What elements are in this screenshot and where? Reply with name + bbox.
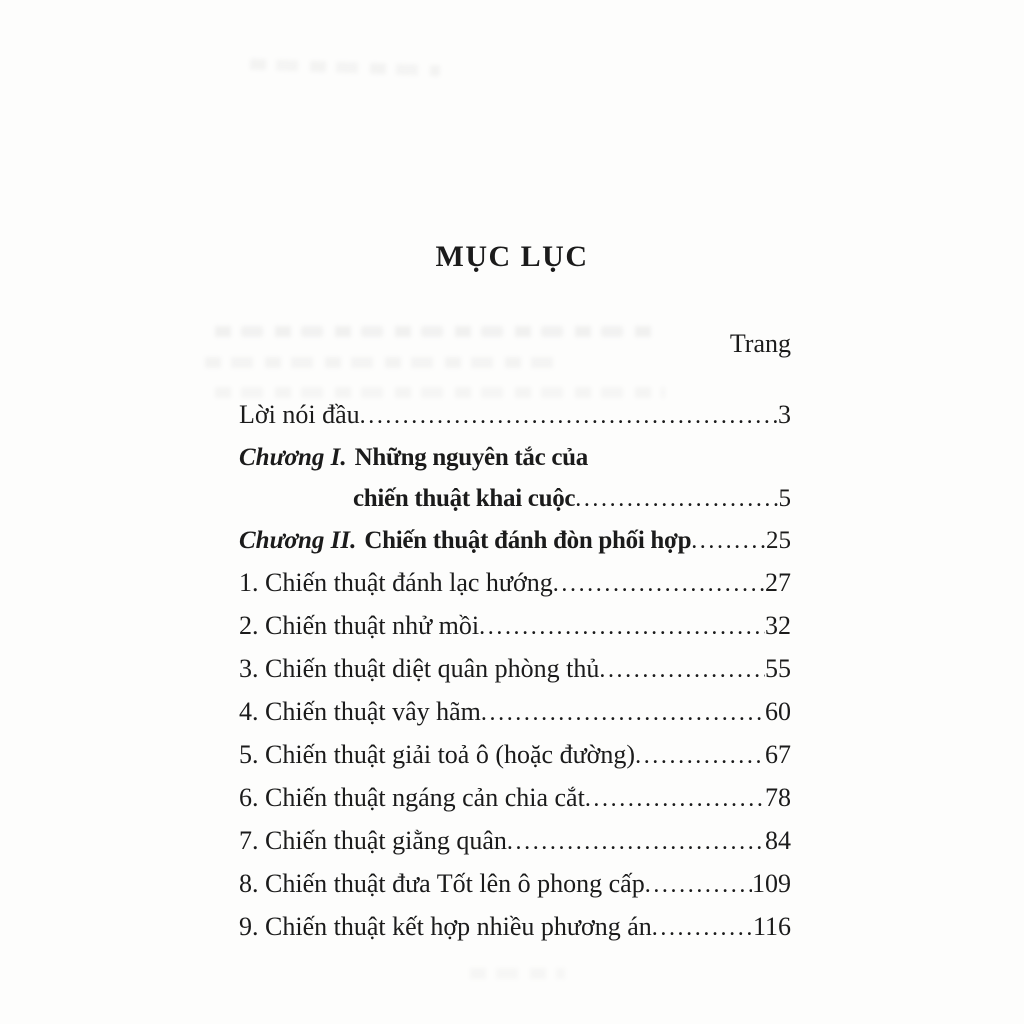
entry-page-number: 27 bbox=[765, 568, 791, 597]
dot-leader bbox=[360, 394, 778, 437]
entry-page-number: 116 bbox=[752, 912, 791, 941]
chapter-title: Chiến thuật đánh đòn phối hợp bbox=[364, 527, 692, 554]
toc-entry-chapter-1-line-2 bbox=[239, 478, 791, 520]
page-column-header: Trang bbox=[729, 329, 791, 358]
chapter-number: Chương I. bbox=[239, 444, 347, 471]
entry-page-number: 67 bbox=[765, 740, 791, 769]
toc-list bbox=[239, 394, 791, 949]
entry-label: 2. Chiến thuật nhử mồi bbox=[239, 611, 480, 640]
toc-title: MỤC LỤC bbox=[435, 240, 589, 273]
entry-page-number: 25 bbox=[766, 527, 791, 554]
entry-page-number: 32 bbox=[765, 611, 791, 640]
entry-label: 4. Chiến thuật vây hãm bbox=[239, 697, 481, 726]
toc-entry-chapter-1-line-1 bbox=[239, 437, 791, 478]
toc-entry-item-4 bbox=[239, 691, 791, 734]
entry-page-number: 3 bbox=[778, 400, 791, 429]
scan-artifact bbox=[250, 59, 440, 77]
chapter-number: Chương II. bbox=[239, 527, 357, 554]
dot-leader bbox=[575, 478, 778, 520]
entry-page-number: 109 bbox=[752, 869, 791, 898]
entry-label: 3. Chiến thuật diệt quân phòng thủ bbox=[239, 654, 600, 683]
toc-entry-item-3 bbox=[239, 648, 791, 691]
entry-page-number: 84 bbox=[765, 826, 791, 855]
scan-artifact bbox=[215, 326, 655, 337]
entry-page-number: 55 bbox=[765, 654, 791, 683]
dot-leader bbox=[479, 605, 765, 648]
entry-label: 1. Chiến thuật đánh lạc hướng bbox=[239, 568, 553, 597]
toc-entry-item-5 bbox=[239, 734, 791, 777]
toc-entry-item-2 bbox=[239, 605, 791, 648]
toc-entry-preface bbox=[239, 394, 791, 437]
dot-leader bbox=[645, 863, 752, 906]
toc-entry-item-9 bbox=[239, 906, 791, 949]
toc-entry-item-6 bbox=[239, 777, 791, 820]
dot-leader bbox=[507, 820, 765, 863]
dot-leader bbox=[553, 562, 765, 605]
entry-page-number: 60 bbox=[765, 697, 791, 726]
dot-leader bbox=[635, 734, 765, 777]
scan-artifact bbox=[470, 968, 565, 979]
scan-artifact bbox=[205, 357, 565, 368]
entry-page-number: 5 bbox=[778, 485, 791, 512]
entry-label: 7. Chiến thuật giằng quân bbox=[239, 826, 507, 855]
entry-label: Lời nói đầu bbox=[239, 400, 360, 429]
toc-entry-item-8 bbox=[239, 863, 791, 906]
dot-leader bbox=[599, 648, 765, 691]
toc-entry-chapter-2 bbox=[239, 520, 791, 562]
entry-page-number: 78 bbox=[765, 783, 791, 812]
chapter-title-continued: chiến thuật khai cuộc bbox=[353, 485, 576, 512]
chapter-title: Những nguyên tắc của bbox=[354, 444, 588, 471]
dot-leader bbox=[585, 777, 765, 820]
dot-leader bbox=[691, 520, 766, 562]
dot-leader bbox=[652, 906, 753, 949]
entry-label: 5. Chiến thuật giải toả ô (hoặc đường) bbox=[239, 740, 636, 769]
dot-leader bbox=[481, 691, 765, 734]
entry-label: 9. Chiến thuật kết hợp nhiều phương án bbox=[239, 912, 652, 941]
entry-label: 8. Chiến thuật đưa Tốt lên ô phong cấp bbox=[239, 869, 645, 898]
entry-label: 6. Chiến thuật ngáng cản chia cắt bbox=[239, 783, 585, 812]
toc-entry-item-1 bbox=[239, 562, 791, 605]
toc-entry-item-7 bbox=[239, 820, 791, 863]
